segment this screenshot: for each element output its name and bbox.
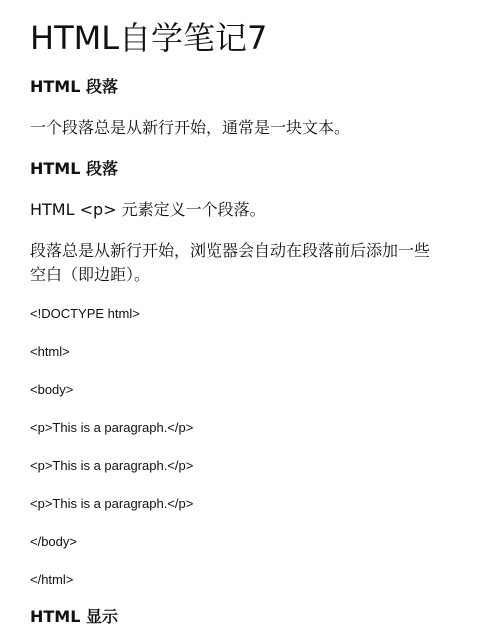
- paragraph-margin-line-2: 空白（即边距）。: [30, 265, 151, 284]
- page-title: HTML自学笔记7: [30, 19, 268, 57]
- code-line-body-close: </body>: [30, 534, 77, 549]
- code-line-paragraph-3: <p>This is a paragraph.</p>: [30, 496, 194, 511]
- code-line-html-open: <html>: [30, 344, 70, 359]
- code-line-html-close: </html>: [30, 572, 74, 587]
- code-line-paragraph-2: <p>This is a paragraph.</p>: [30, 458, 194, 473]
- code-line-doctype: <!DOCTYPE html>: [30, 306, 140, 321]
- paragraph-intro: 一个段落总是从新行开始，通常是一块文本。: [30, 118, 351, 137]
- code-line-body-open: <body>: [30, 382, 74, 397]
- section-heading-paragraph-1: HTML 段落: [30, 77, 118, 96]
- paragraph-p-element: HTML <p> 元素定义一个段落。: [30, 200, 266, 219]
- section-heading-paragraph-2: HTML 段落: [30, 159, 118, 178]
- paragraph-margin-line-1: 段落总是从新行开始，浏览器会自动在段落前后添加一些: [30, 241, 431, 260]
- section-heading-display: HTML 显示: [30, 607, 118, 626]
- code-line-paragraph-1: <p>This is a paragraph.</p>: [30, 420, 194, 435]
